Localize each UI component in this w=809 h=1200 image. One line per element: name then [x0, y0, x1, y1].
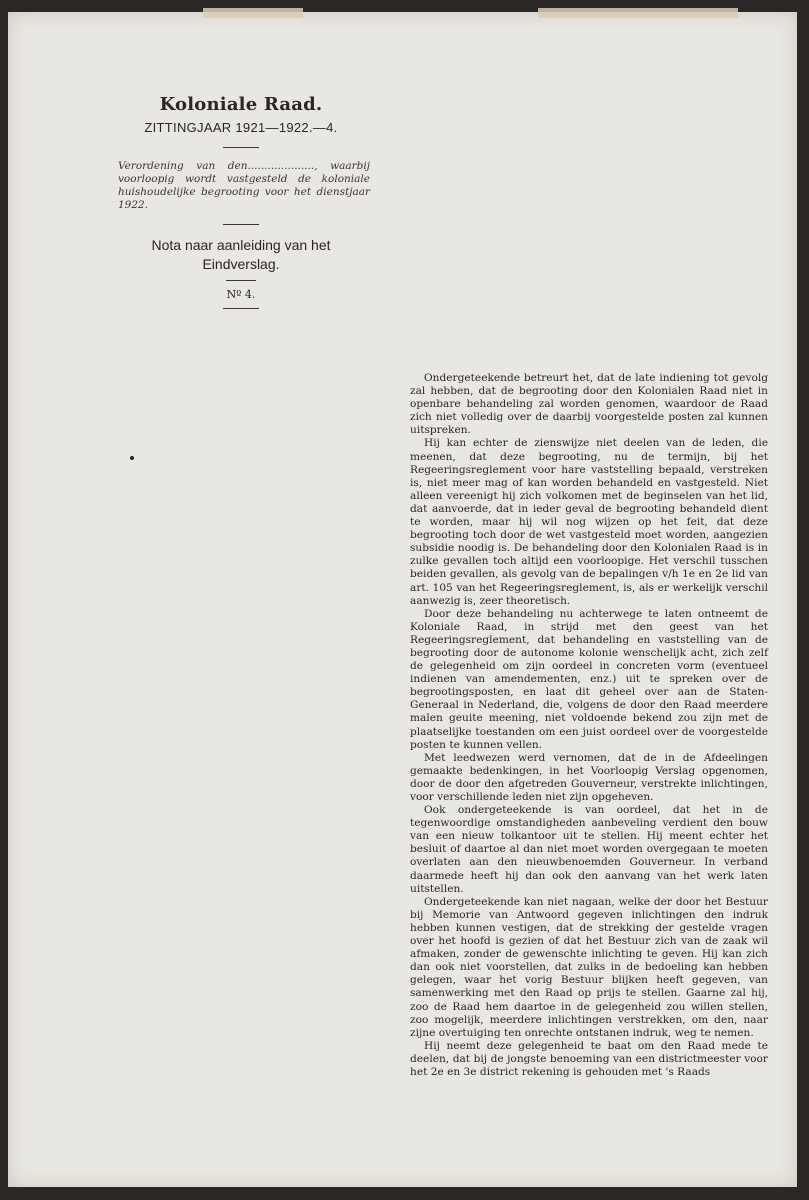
divider — [223, 224, 259, 225]
council-title: Koloniale Raad. — [159, 94, 323, 115]
document-number: Nº 4. — [226, 288, 256, 301]
session-year: ZITTINGJAAR 1921—1922.—4. — [144, 120, 338, 135]
divider — [223, 308, 259, 309]
paragraph: Met leedwezen werd vernomen, dat de in de Afdeelingen gemaakte bedenkingen, in het Voorloopig Verslag opgenomen, door de door den afgetreden Gouverneur, verstrekte inlichtingen, voor verschillende leden niet zijn opgeheven. — [410, 751, 768, 803]
tape-strip — [538, 8, 738, 18]
divider — [226, 280, 256, 281]
paragraph: Door deze behandeling nu achterwege te laten ontneemt de Koloniale Raad, in strijd met den geest van het Regeeringsreglement, dat behandeling en vaststelling van de begrooting door de autonome kolonie wenschelijk acht, zich zelf de gelegenheid om zijn oordeel in concreten vorm (eventueel indienen van amendementen, enz.) uit te spreken over de begrootingsposten, en laat dit geheel over aan de Staten-Generaal in Nederland, die, volgens de door den Raad meerdere malen geuite meening, niet voldoende bekend zou zijn met de plaatselijke toestanden om een juist oordeel over de voorgestelde posten te kunnen vellen. — [410, 607, 768, 751]
ink-dot — [130, 456, 134, 460]
nota-title-line1: Nota naar aanleiding van het — [151, 237, 331, 253]
paragraph: Ook ondergeteekende is van oordeel, dat het in de tegenwoordige omstandigheden aanbeveling verdient den bouw van een nieuw tolkantoor uit te stellen. Hij meent echter het besluit of daartoe al dan niet moet worden overgegaan te moeten overlaten aan den nieuwbenoemden Gouverneur. In verband daarmede heeft hij dan ook den aanvang van het werk laten uitstellen. — [410, 804, 768, 895]
ordinance-description: Verordening van den...................., waarbij voorloopig wordt vastgesteld de koloniale huishoudelijke begrooting voor het dienstjaar 1922. — [118, 160, 370, 211]
nota-body — [410, 372, 768, 1079]
document-header — [110, 94, 372, 316]
divider — [223, 147, 259, 148]
paragraph: Hij neemt deze gelegenheid te baat om den Raad mede te deelen, dat bij de jongste benoeming van een districtmeester voor het 2e en 3e district rekening is gehouden met 's Raads — [410, 1039, 768, 1078]
paragraph: Ondergeteekende kan niet nagaan, welke der door het Bestuur bij Memorie van Antwoord gegeven inlichtingen den indruk hebben kunnen vestigen, dat de strekking der gestelde vragen over het hoofd is gezien of dat het Bestuur zich van de zaak wil afmaken, zonder de gewenschte inlichting te geven. Hij kan zich dan ook niet voorstellen, dat zulks in de bedoeling kan hebben gelegen, waar het vorig Bestuur blijken heeft gegeven, van samenwerking met den Raad op prijs te stellen. Gaarne zal hij, zoo de Raad hem daartoe in de gelegenheid zou willen stellen, zoo mogelijk, meerdere inlichtingen verstrekken, om den, naar zijne overtuiging ten onrechte ontstanen indruk, weg te nemen. — [410, 895, 768, 1039]
paragraph: Ondergeteekende betreurt het, dat de late indiening tot gevolg zal hebben, dat de begrooting door den Kolonialen Raad niet in openbare behandeling zal worden genomen, waardoor de Raad zich niet volledig over de daarbij voorgestelde posten zal kunnen uitspreken. — [410, 372, 768, 437]
tape-strip — [203, 8, 303, 18]
paragraph: Hij kan echter de zienswijze niet deelen van de leden, die meenen, dat deze begrooting, nu de termijn, bij het Regeeringsreglement voor hare vaststelling bepaald, verstreken is, niet meer mag of kan worden behandeld en vastgesteld. Niet alleen vereenigt hij zich volkomen met de beginselen van het lid, dat aanvoerde, dat in ieder geval de begrooting behandeld dient te worden, maar hij wil nog wijzen op het feit, dat deze begrooting toch door de wet vastgesteld moet worden, aangezien subsidie noodig is. De behandeling door den Kolonialen Raad is in zulke gevallen toch altijd een voorloopige. Het verschil tusschen beiden gevallen, als gevolg van de bepalingen v/h 1e en 2e lid van art. 105 van het Regeeringsreglement, is, als er werkelijk verschil aanwezig is, zeer theoretisch. — [410, 437, 768, 607]
nota-title-line2: Eindverslag. — [202, 256, 280, 272]
